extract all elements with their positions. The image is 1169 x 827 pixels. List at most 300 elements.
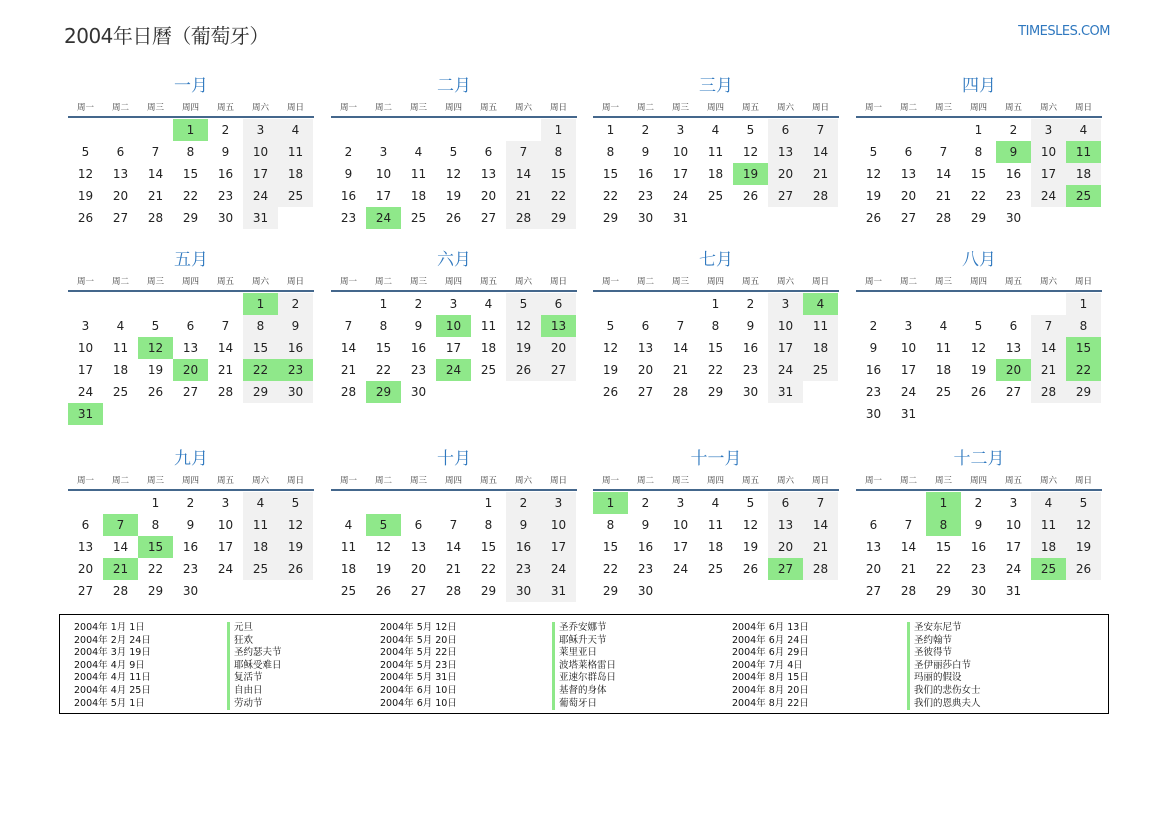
day-cell: 23 (217, 189, 234, 203)
day-cell: 15 (541, 163, 576, 185)
day-cell: 13 (480, 167, 497, 181)
weekday-label: 周一 (601, 103, 619, 113)
day-cell: 4 (278, 119, 313, 141)
empty-cell (331, 293, 366, 315)
day-cell: 29 (480, 584, 497, 598)
holiday-day-cell: 20 (996, 359, 1031, 381)
day-cell: 12 (506, 315, 541, 337)
day-cell: 30 (637, 584, 654, 598)
day-cell: 14 (935, 167, 952, 181)
day-cell: 9 (746, 319, 755, 333)
weekday-header (593, 272, 839, 292)
empty-cell (366, 119, 401, 141)
holiday-date: 2004年 4月 11日 (74, 672, 151, 684)
day-cell: 3 (904, 319, 913, 333)
holiday-dates-column (74, 622, 151, 710)
weekday-label: 周四 (444, 277, 462, 287)
day-cell: 28 (217, 385, 234, 399)
holiday-date: 2004年 1月 1日 (74, 622, 145, 633)
day-cell: 22 (970, 189, 987, 203)
day-cell: 7 (221, 319, 230, 333)
day-cell: 24 (900, 385, 917, 399)
weekday-label: 周一 (864, 476, 882, 486)
day-cell: 28 (147, 211, 164, 225)
holiday-date: 2004年 5月 22日 (380, 647, 457, 659)
holiday-name: 亚速尔群岛日 (559, 672, 617, 684)
weekday-label: 周六 (1039, 277, 1057, 287)
month-name: 十月 (437, 449, 471, 469)
day-cell: 28 (445, 584, 462, 598)
day-cell: 16 (637, 540, 654, 554)
day-cell: 24 (672, 189, 689, 203)
day-cell: 14 (900, 540, 917, 554)
weekday-label: 周三 (671, 277, 689, 287)
weekday-label: 周六 (251, 103, 269, 113)
weekday-label: 周二 (899, 277, 917, 287)
day-cell: 17 (1005, 540, 1022, 554)
day-cell: 18 (243, 536, 278, 558)
month-block (856, 447, 1102, 602)
day-cell: 5 (506, 293, 541, 315)
empty-cell (891, 293, 926, 315)
holiday-day-cell: 19 (733, 163, 768, 185)
day-cell: 15 (480, 540, 497, 554)
day-cell: 29 (707, 385, 724, 399)
weekday-label: 周四 (444, 476, 462, 486)
empty-cell (138, 119, 173, 141)
day-cell: 22 (182, 189, 199, 203)
holiday-day-cell: 1 (173, 119, 208, 141)
month-name: 四月 (962, 76, 996, 96)
day-cell: 4 (939, 319, 948, 333)
weekday-label: 周三 (409, 277, 427, 287)
day-cell: 15 (970, 167, 987, 181)
site-logo[interactable]: TIMESLES.COM (1018, 24, 1110, 39)
day-cell: 25 (707, 562, 724, 576)
empty-cell (961, 293, 996, 315)
day-cell: 18 (480, 341, 497, 355)
holiday-date: 2004年 4月 25日 (74, 684, 151, 696)
day-cell: 7 (939, 145, 948, 159)
empty-cell (103, 492, 138, 514)
holiday-date: 2004年 6月 10日 (380, 684, 457, 696)
day-cell: 11 (480, 319, 497, 333)
holiday-day-cell: 1 (926, 492, 961, 514)
day-cell: 4 (711, 123, 720, 137)
weekday-label: 周日 (549, 476, 567, 486)
holiday-date: 2004年 6月 13日 (732, 622, 809, 633)
day-cell: 16 (182, 540, 199, 554)
day-cell: 16 (410, 341, 427, 355)
day-cell: 11 (278, 141, 313, 163)
weekday-label: 周日 (549, 277, 567, 287)
weekday-label: 周二 (899, 476, 917, 486)
day-cell: 31 (541, 580, 576, 602)
day-cell: 27 (182, 385, 199, 399)
day-cell: 5 (278, 492, 313, 514)
empty-cell (856, 119, 891, 141)
day-cell: 8 (974, 145, 983, 159)
day-grid (856, 119, 1102, 229)
day-cell: 19 (970, 363, 987, 377)
weekday-label: 周二 (374, 277, 392, 287)
day-cell: 16 (506, 536, 541, 558)
day-cell: 3 (676, 123, 685, 137)
day-cell: 18 (707, 540, 724, 554)
day-cell: 22 (935, 562, 952, 576)
weekday-label: 周二 (636, 277, 654, 287)
day-cell: 11 (243, 514, 278, 536)
day-cell: 18 (278, 163, 313, 185)
holiday-date: 2004年 5月 23日 (380, 659, 457, 671)
holiday-name: 波塔莱格雷日 (559, 659, 617, 671)
day-cell: 14 (506, 163, 541, 185)
weekday-label: 周日 (286, 476, 304, 486)
weekday-label: 周六 (1039, 476, 1057, 486)
day-cell: 9 (414, 319, 423, 333)
day-cell: 14 (147, 167, 164, 181)
day-cell: 13 (900, 167, 917, 181)
day-cell: 17 (445, 341, 462, 355)
day-cell: 12 (970, 341, 987, 355)
day-cell: 19 (77, 189, 94, 203)
weekday-label: 周一 (864, 277, 882, 287)
day-cell: 4 (116, 319, 125, 333)
day-cell: 12 (1066, 514, 1101, 536)
day-cell: 19 (147, 363, 164, 377)
day-cell: 16 (217, 167, 234, 181)
holiday-names-column (227, 622, 282, 710)
month-block (68, 248, 314, 425)
day-cell: 3 (768, 293, 803, 315)
holiday-day-cell: 22 (243, 359, 278, 381)
day-cell: 4 (1066, 119, 1101, 141)
day-cell: 11 (707, 145, 724, 159)
day-cell: 27 (1005, 385, 1022, 399)
day-cell: 21 (1031, 359, 1066, 381)
empty-cell (68, 293, 103, 315)
day-cell: 11 (410, 167, 427, 181)
holiday-day-cell: 11 (1066, 141, 1101, 163)
day-cell: 17 (768, 337, 803, 359)
month-name: 三月 (699, 76, 733, 96)
day-cell: 26 (77, 211, 94, 225)
weekday-label: 周五 (741, 476, 759, 486)
day-cell: 30 (637, 211, 654, 225)
day-cell: 29 (970, 211, 987, 225)
holiday-name: 我们的悲伤女士 (914, 684, 981, 696)
holiday-name: 莱里亚日 (559, 647, 598, 659)
weekday-label: 周日 (811, 277, 829, 287)
day-cell: 19 (602, 363, 619, 377)
day-cell: 27 (768, 185, 803, 207)
day-cell: 14 (217, 341, 234, 355)
day-cell: 28 (1031, 381, 1066, 403)
holiday-name: 基督的身体 (559, 684, 607, 696)
empty-cell (173, 293, 208, 315)
day-cell: 20 (768, 163, 803, 185)
day-cell: 25 (803, 359, 838, 381)
holiday-date: 2004年 2月 24日 (74, 634, 151, 646)
day-cell: 5 (869, 145, 878, 159)
weekday-label: 周一 (76, 103, 94, 113)
day-cell: 5 (746, 123, 755, 137)
weekday-header (68, 98, 314, 118)
day-cell: 13 (410, 540, 427, 554)
page-title: 2004年日曆（葡萄牙） (64, 24, 269, 48)
day-cell: 29 (602, 211, 619, 225)
day-cell: 21 (935, 189, 952, 203)
day-cell: 26 (278, 558, 313, 580)
holiday-dates-column (732, 622, 809, 710)
holiday-name: 复活节 (234, 672, 263, 684)
day-cell: 11 (707, 518, 724, 532)
day-cell: 2 (414, 297, 423, 311)
day-cell: 4 (1031, 492, 1066, 514)
weekday-label: 周一 (601, 476, 619, 486)
day-cell: 14 (112, 540, 129, 554)
day-cell: 8 (1066, 315, 1101, 337)
month-block (68, 447, 314, 602)
day-cell: 2 (974, 496, 983, 510)
holiday-day-cell: 8 (926, 514, 961, 536)
month-name: 十一月 (690, 449, 742, 469)
empty-cell (68, 119, 103, 141)
month-block (593, 248, 839, 403)
month-name: 七月 (699, 250, 733, 270)
day-cell: 3 (1009, 496, 1018, 510)
day-cell: 18 (1066, 163, 1101, 185)
weekday-label: 周六 (776, 476, 794, 486)
weekday-label: 周四 (181, 476, 199, 486)
day-cell: 13 (865, 540, 882, 554)
month-block (856, 74, 1102, 229)
month-name: 六月 (437, 250, 471, 270)
holiday-date: 2004年 8月 22日 (732, 697, 809, 709)
day-cell: 19 (445, 189, 462, 203)
day-cell: 26 (147, 385, 164, 399)
day-cell: 17 (217, 540, 234, 554)
month-name: 八月 (962, 250, 996, 270)
day-cell: 17 (243, 163, 278, 185)
empty-cell (103, 119, 138, 141)
day-cell: 26 (602, 385, 619, 399)
day-cell: 6 (414, 518, 423, 532)
weekday-label: 周一 (76, 476, 94, 486)
day-grid (856, 492, 1102, 602)
day-cell: 13 (768, 141, 803, 163)
day-cell: 31 (1005, 584, 1022, 598)
holiday-day-cell: 10 (436, 315, 471, 337)
day-cell: 16 (637, 167, 654, 181)
day-cell: 29 (541, 207, 576, 229)
day-cell: 13 (1005, 341, 1022, 355)
day-cell: 5 (606, 319, 615, 333)
day-cell: 19 (742, 540, 759, 554)
day-cell: 4 (711, 496, 720, 510)
weekday-label: 周二 (374, 103, 392, 113)
weekday-label: 周五 (741, 277, 759, 287)
day-cell: 28 (803, 185, 838, 207)
day-cell: 8 (379, 319, 388, 333)
weekday-header (856, 471, 1102, 491)
day-grid (593, 119, 839, 229)
day-cell: 18 (340, 562, 357, 576)
day-cell: 5 (1066, 492, 1101, 514)
day-cell: 6 (768, 492, 803, 514)
holiday-name: 圣安东尼节 (914, 622, 962, 633)
day-cell: 10 (1031, 141, 1066, 163)
day-cell: 10 (900, 341, 917, 355)
day-cell: 9 (641, 518, 650, 532)
day-cell: 31 (672, 211, 689, 225)
day-cell: 10 (672, 145, 689, 159)
day-grid (856, 293, 1102, 425)
day-cell: 4 (414, 145, 423, 159)
holiday-day-cell: 15 (1066, 337, 1101, 359)
day-cell: 31 (768, 381, 803, 403)
day-cell: 22 (602, 562, 619, 576)
day-cell: 6 (768, 119, 803, 141)
day-cell: 26 (865, 211, 882, 225)
day-cell: 6 (484, 145, 493, 159)
day-cell: 27 (480, 211, 497, 225)
holiday-names-column (552, 622, 616, 710)
weekday-label: 周五 (1004, 103, 1022, 113)
day-cell: 23 (865, 385, 882, 399)
holiday-day-cell: 12 (138, 337, 173, 359)
weekday-label: 周六 (776, 277, 794, 287)
day-cell: 29 (147, 584, 164, 598)
holiday-date: 2004年 8月 20日 (732, 684, 809, 696)
day-cell: 14 (445, 540, 462, 554)
empty-cell (103, 293, 138, 315)
weekday-header (593, 471, 839, 491)
day-cell: 30 (865, 407, 882, 421)
weekday-label: 周六 (251, 476, 269, 486)
weekday-label: 周一 (339, 277, 357, 287)
day-cell: 14 (803, 514, 838, 536)
day-grid (68, 492, 314, 602)
day-grid (331, 293, 577, 403)
holiday-date: 2004年 3月 19日 (74, 647, 151, 659)
holiday-day-cell: 4 (803, 293, 838, 315)
month-block (593, 74, 839, 229)
holiday-day-cell: 5 (366, 514, 401, 536)
day-cell: 26 (742, 189, 759, 203)
holiday-name: 圣约翰节 (914, 634, 953, 646)
day-cell: 20 (541, 337, 576, 359)
day-cell: 22 (541, 185, 576, 207)
day-cell: 31 (243, 207, 278, 229)
weekday-label: 周三 (934, 103, 952, 113)
day-cell: 10 (541, 514, 576, 536)
day-cell: 20 (900, 189, 917, 203)
day-cell: 4 (243, 492, 278, 514)
holiday-name: 葡萄牙日 (559, 697, 598, 709)
weekday-label: 周五 (479, 476, 497, 486)
day-cell: 31 (900, 407, 917, 421)
weekday-label: 周日 (811, 103, 829, 113)
day-cell: 14 (340, 341, 357, 355)
day-cell: 9 (221, 145, 230, 159)
weekday-label: 周五 (1004, 476, 1022, 486)
day-cell: 2 (746, 297, 755, 311)
day-cell: 3 (81, 319, 90, 333)
day-cell: 27 (637, 385, 654, 399)
holiday-day-cell: 13 (541, 315, 576, 337)
day-cell: 28 (900, 584, 917, 598)
holiday-date: 2004年 7月 4日 (732, 659, 803, 671)
holiday-date: 2004年 5月 12日 (380, 622, 457, 633)
day-cell: 12 (742, 518, 759, 532)
day-cell: 24 (77, 385, 94, 399)
weekday-header (593, 98, 839, 118)
day-cell: 24 (1005, 562, 1022, 576)
empty-cell (331, 119, 366, 141)
day-cell: 22 (602, 189, 619, 203)
month-name: 一月 (174, 76, 208, 96)
day-cell: 23 (970, 562, 987, 576)
day-cell: 23 (1005, 189, 1022, 203)
day-cell: 30 (506, 580, 541, 602)
weekday-label: 周四 (969, 476, 987, 486)
day-cell: 20 (865, 562, 882, 576)
day-cell: 12 (445, 167, 462, 181)
weekday-label: 周二 (111, 103, 129, 113)
day-cell: 23 (506, 558, 541, 580)
day-cell: 9 (974, 518, 983, 532)
weekday-label: 周五 (216, 476, 234, 486)
day-cell: 7 (803, 492, 838, 514)
day-cell: 3 (221, 496, 230, 510)
day-cell: 27 (410, 584, 427, 598)
weekday-label: 周日 (286, 277, 304, 287)
day-cell: 9 (278, 315, 313, 337)
weekday-label: 周四 (969, 277, 987, 287)
day-cell: 12 (375, 540, 392, 554)
weekday-label: 周六 (514, 277, 532, 287)
weekday-label: 周三 (409, 476, 427, 486)
day-cell: 14 (1031, 337, 1066, 359)
day-cell: 1 (974, 123, 983, 137)
day-cell: 8 (541, 141, 576, 163)
holiday-date: 2004年 4月 9日 (74, 659, 145, 671)
day-cell: 10 (77, 341, 94, 355)
holiday-name: 耶稣升天节 (559, 634, 607, 646)
day-cell: 15 (182, 167, 199, 181)
weekday-header (331, 98, 577, 118)
weekday-header (331, 272, 577, 292)
day-grid (331, 492, 577, 602)
day-cell: 2 (641, 496, 650, 510)
day-cell: 6 (904, 145, 913, 159)
empty-cell (401, 119, 436, 141)
day-cell: 12 (602, 341, 619, 355)
day-cell: 7 (344, 319, 353, 333)
day-cell: 18 (935, 363, 952, 377)
day-cell: 28 (506, 207, 541, 229)
month-name: 十二月 (953, 449, 1005, 469)
weekday-header (331, 471, 577, 491)
day-cell: 4 (484, 297, 493, 311)
weekday-label: 周二 (374, 476, 392, 486)
empty-cell (856, 492, 891, 514)
day-cell: 7 (676, 319, 685, 333)
holiday-name: 元旦 (234, 622, 254, 633)
day-cell: 11 (935, 341, 952, 355)
day-cell: 19 (1066, 536, 1101, 558)
